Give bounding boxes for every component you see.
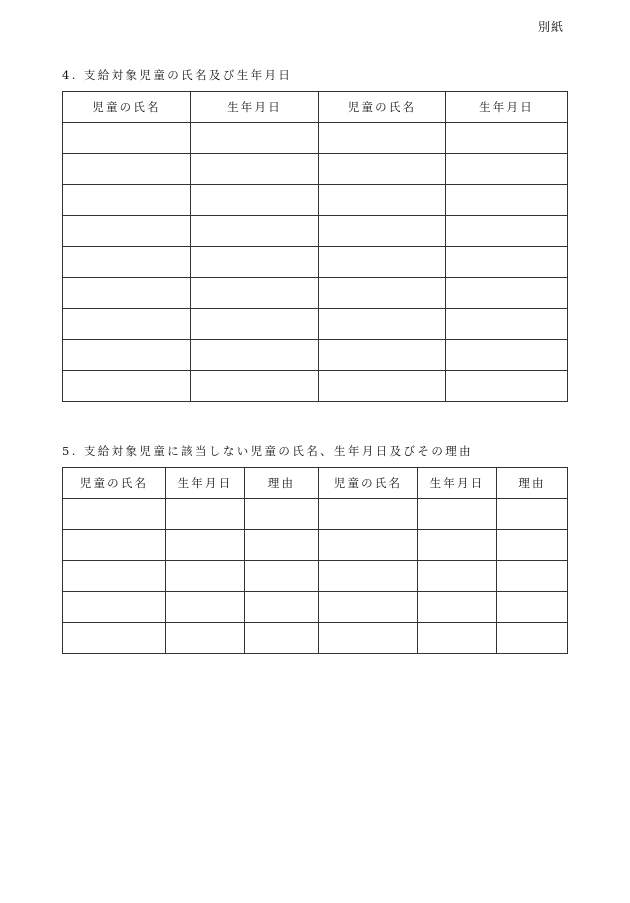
- table-row: [63, 247, 568, 278]
- blank-entry-cell[interactable]: [166, 592, 245, 623]
- table-row: [63, 154, 568, 185]
- section-4-table: [62, 91, 568, 402]
- blank-entry-cell[interactable]: [446, 185, 568, 216]
- blank-entry-cell[interactable]: [191, 185, 319, 216]
- table-row: [63, 371, 568, 402]
- blank-entry-cell[interactable]: [319, 499, 418, 530]
- column-header-child-name: 児童の氏名: [319, 92, 446, 123]
- blank-entry-cell[interactable]: [497, 623, 568, 654]
- blank-entry-cell[interactable]: [191, 371, 319, 402]
- table-row: [63, 561, 568, 592]
- blank-entry-cell[interactable]: [245, 561, 319, 592]
- blank-entry-cell[interactable]: [63, 154, 191, 185]
- column-header-birthdate: 生年月日: [166, 468, 245, 499]
- blank-entry-cell[interactable]: [63, 309, 191, 340]
- blank-entry-cell[interactable]: [63, 371, 191, 402]
- blank-entry-cell[interactable]: [166, 561, 245, 592]
- blank-entry-cell[interactable]: [319, 216, 446, 247]
- blank-entry-cell[interactable]: [497, 530, 568, 561]
- blank-entry-cell[interactable]: [319, 309, 446, 340]
- table-row: [63, 340, 568, 371]
- blank-entry-cell[interactable]: [319, 123, 446, 154]
- column-header-child-name: 児童の氏名: [63, 468, 166, 499]
- column-header-birthdate: 生年月日: [191, 92, 319, 123]
- blank-entry-cell[interactable]: [319, 371, 446, 402]
- blank-entry-cell[interactable]: [245, 592, 319, 623]
- blank-entry-cell[interactable]: [446, 371, 568, 402]
- table-header-row: [63, 468, 568, 499]
- blank-entry-cell[interactable]: [446, 278, 568, 309]
- blank-entry-cell[interactable]: [191, 309, 319, 340]
- table-row: [63, 185, 568, 216]
- blank-entry-cell[interactable]: [319, 247, 446, 278]
- blank-entry-cell[interactable]: [319, 340, 446, 371]
- table-row: [63, 123, 568, 154]
- annex-label: 別紙: [537, 20, 564, 34]
- blank-entry-cell[interactable]: [245, 623, 319, 654]
- blank-entry-cell[interactable]: [63, 247, 191, 278]
- blank-entry-cell[interactable]: [418, 530, 497, 561]
- blank-entry-cell[interactable]: [319, 623, 418, 654]
- blank-entry-cell[interactable]: [497, 499, 568, 530]
- blank-entry-cell[interactable]: [191, 247, 319, 278]
- blank-entry-cell[interactable]: [497, 561, 568, 592]
- blank-entry-cell[interactable]: [191, 278, 319, 309]
- blank-entry-cell[interactable]: [63, 623, 166, 654]
- blank-entry-cell[interactable]: [446, 216, 568, 247]
- blank-entry-cell[interactable]: [446, 309, 568, 340]
- column-header-child-name: 児童の氏名: [319, 468, 418, 499]
- table-row: [63, 499, 568, 530]
- blank-entry-cell[interactable]: [446, 340, 568, 371]
- table-row: [63, 592, 568, 623]
- blank-entry-cell[interactable]: [319, 278, 446, 309]
- table-row: [63, 623, 568, 654]
- blank-entry-cell[interactable]: [446, 247, 568, 278]
- blank-entry-cell[interactable]: [63, 340, 191, 371]
- column-header-birthdate: 生年月日: [446, 92, 568, 123]
- section-4-heading: 4. 支給対象児童の氏名及び生年月日: [62, 68, 293, 82]
- table-row: [63, 530, 568, 561]
- blank-entry-cell[interactable]: [319, 185, 446, 216]
- blank-entry-cell[interactable]: [319, 561, 418, 592]
- table-header-row: [63, 92, 568, 123]
- blank-entry-cell[interactable]: [191, 154, 319, 185]
- blank-entry-cell[interactable]: [446, 123, 568, 154]
- blank-entry-cell[interactable]: [418, 623, 497, 654]
- blank-entry-cell[interactable]: [63, 185, 191, 216]
- table-row: [63, 309, 568, 340]
- blank-entry-cell[interactable]: [191, 216, 319, 247]
- blank-entry-cell[interactable]: [166, 623, 245, 654]
- column-header-child-name: 児童の氏名: [63, 92, 191, 123]
- blank-entry-cell[interactable]: [191, 340, 319, 371]
- blank-entry-cell[interactable]: [63, 530, 166, 561]
- blank-entry-cell[interactable]: [63, 561, 166, 592]
- blank-entry-cell[interactable]: [418, 499, 497, 530]
- section-4-table-body: [63, 123, 568, 402]
- blank-entry-cell[interactable]: [63, 278, 191, 309]
- section-5-table: [62, 467, 568, 654]
- blank-entry-cell[interactable]: [166, 530, 245, 561]
- blank-entry-cell[interactable]: [319, 530, 418, 561]
- blank-entry-cell[interactable]: [319, 592, 418, 623]
- column-header-reason: 理由: [245, 468, 319, 499]
- table-row: [63, 278, 568, 309]
- blank-entry-cell[interactable]: [319, 154, 446, 185]
- blank-entry-cell[interactable]: [63, 499, 166, 530]
- blank-entry-cell[interactable]: [497, 592, 568, 623]
- section-5-table-body: [63, 499, 568, 654]
- table-row: [63, 216, 568, 247]
- blank-entry-cell[interactable]: [446, 154, 568, 185]
- blank-entry-cell[interactable]: [191, 123, 319, 154]
- column-header-reason: 理由: [497, 468, 568, 499]
- blank-entry-cell[interactable]: [418, 561, 497, 592]
- section-5-heading: 5. 支給対象児童に該当しない児童の氏名、生年月日及びその理由: [62, 444, 474, 458]
- blank-entry-cell[interactable]: [418, 592, 497, 623]
- blank-entry-cell[interactable]: [245, 530, 319, 561]
- blank-entry-cell[interactable]: [63, 216, 191, 247]
- blank-entry-cell[interactable]: [63, 123, 191, 154]
- column-header-birthdate: 生年月日: [418, 468, 497, 499]
- blank-entry-cell[interactable]: [63, 592, 166, 623]
- blank-entry-cell[interactable]: [166, 499, 245, 530]
- blank-entry-cell[interactable]: [245, 499, 319, 530]
